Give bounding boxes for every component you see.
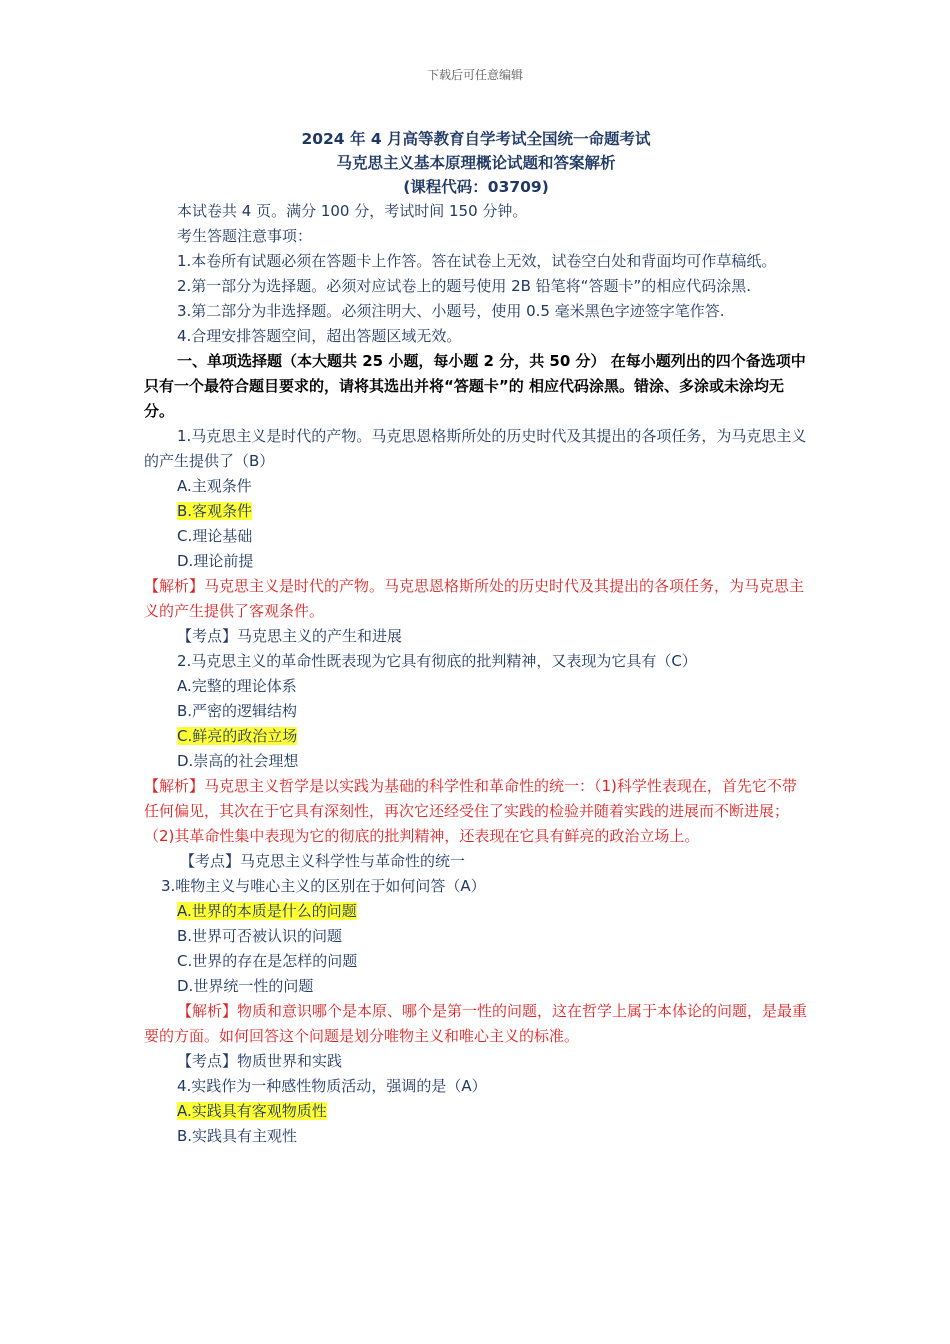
- q2-option-d: D.崇高的社会理想: [177, 752, 299, 770]
- q4-answer-highlight: A.实践具有客观物质性: [177, 1102, 327, 1120]
- section-1-heading: 一、单项选择题（本大题共 25 小题，每小题 2 分，共 50 分） 在每小题列出的四个备选项中只有一个最符合题目要求的，请将其选出并将“答题卡”的 相应代码涂黑。错涂、多涂或未涂均无分。: [144, 352, 806, 420]
- page-header: 下载后可任意编辑: [426, 68, 523, 82]
- q2-point: 【考点】马克思主义科学性与革命性的统一: [180, 852, 466, 870]
- document-body: [144, 127, 808, 1149]
- q3-option-d: D.世界统一性的问题: [177, 977, 314, 995]
- q2-option-b: B.严密的逻辑结构: [177, 702, 298, 720]
- q1-option-b: [144, 499, 808, 524]
- q1-answer-highlight: B.客观条件: [177, 502, 253, 520]
- q1-option-a: A.主观条件: [177, 477, 252, 495]
- doc-title: [144, 127, 808, 199]
- q4-option-a: [144, 1099, 808, 1124]
- exam-info: 本试卷共 4 页。满分 100 分，考试时间 150 分钟。: [177, 202, 528, 220]
- q1-option-d: D.理论前提: [177, 552, 254, 570]
- q2-analysis: 【解析】马克思主义哲学是以实践为基础的科学性和革命性的统一：（1)科学性表现在，首先它不带任何偏见，其次在于它具有深刻性，再次它还经受住了实践的检验并随着实践的进展而不断进展；（2)其革命性集中表现为它的彻底的批判精神，还表现在它具有鲜亮的政治立场上。: [144, 777, 797, 845]
- q3-point: 【考点】物质世界和实践: [177, 1052, 343, 1070]
- title-line-1: 2024 年 4 月高等教育自学考试全国统一命题考试: [301, 130, 651, 148]
- q4-option-b: B.实践具有主观性: [177, 1127, 298, 1145]
- rule-1: 1.本卷所有试题必须在答题卡上作答。答在试卷上无效，试卷空白处和背面均可作草稿纸。: [177, 252, 777, 270]
- q2-option-a: A.完整的理论体系: [177, 677, 297, 695]
- notice-heading: 考生答题注意事项：: [177, 227, 313, 245]
- q4-stem: 4.实践作为一种感性物质活动，强调的是（A）: [177, 1077, 487, 1095]
- q3-answer-highlight: A.世界的本质是什么的问题: [177, 902, 357, 920]
- q1-stem: 1.马克思主义是时代的产物。马克思恩格斯所处的历史时代及其提出的各项任务，为马克思主义的产生提供了（B）: [144, 427, 807, 470]
- q1-point: 【考点】马克思主义的产生和进展: [177, 627, 403, 645]
- title-line-2: 马克思主义基本原理概论试题和答案解析: [336, 154, 616, 172]
- title-line-3: (课程代码：03709): [403, 178, 549, 196]
- q1-option-c: C.理论基础: [177, 527, 253, 545]
- q1-analysis: 【解析】马克思主义是时代的产物。马克思恩格斯所处的历史时代及其提出的各项任务，为马克思主义的产生提供了客观条件。: [144, 577, 805, 620]
- q3-option-a: [144, 899, 808, 924]
- q3-stem: 3.唯物主义与唯心主义的区别在于如何问答（A）: [161, 877, 486, 895]
- q3-analysis: 【解析】物质和意识哪个是本原、哪个是第一性的问题，这在哲学上属于本体论的问题，是最重要的方面。如何回答这个问题是划分唯物主义和唯心主义的标准。: [144, 1002, 808, 1045]
- q3-option-c: C.世界的存在是怎样的问题: [177, 952, 358, 970]
- rule-4: 4.合理安排答题空间，超出答题区域无效。: [177, 327, 462, 345]
- q3-option-b: B.世界可否被认识的问题: [177, 927, 343, 945]
- q2-stem: 2.马克思主义的革命性既表现为它具有彻底的批判精神，又表现为它具有（C）: [177, 652, 697, 670]
- rule-3: 3.第二部分为非选择题。必须注明大、小题号，使用 0.5 毫米黑色字迹签字笔作答.: [177, 302, 725, 320]
- q2-option-c: [144, 724, 808, 749]
- rule-2: 2.第一部分为选择题。必须对应试卷上的题号使用 2B 铅笔将“答题卡”的相应代码涂黑.: [177, 277, 751, 295]
- q2-answer-highlight: C.鲜亮的政治立场: [177, 727, 298, 745]
